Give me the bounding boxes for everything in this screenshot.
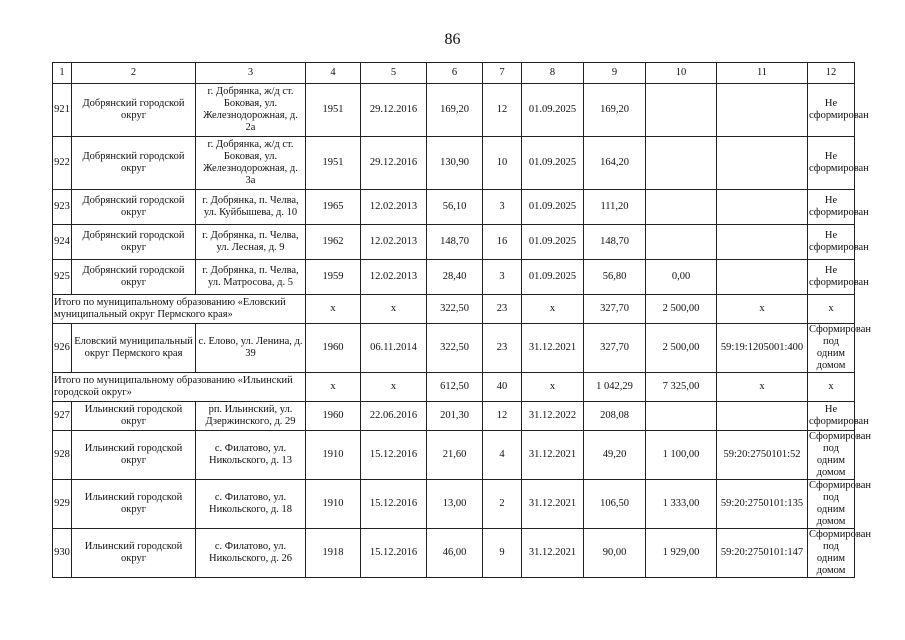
table-cell [717,190,808,225]
column-number-cell: 4 [306,63,361,84]
subtotal-cell: х [808,373,855,402]
table-cell: 3 [483,190,522,225]
table-cell: 59:20:2750101:135 [717,480,808,529]
table-cell: 29.12.2016 [361,137,427,190]
table-cell: 31.12.2021 [522,480,584,529]
table-cell: 10 [483,137,522,190]
table-cell: 924 [53,225,72,260]
table-cell: 169,20 [584,84,646,137]
table-row [53,225,855,260]
table-cell: 164,20 [584,137,646,190]
table-cell: 926 [53,324,72,373]
table-cell: 23 [483,324,522,373]
table-cell: Ильинский городской округ [72,480,196,529]
table-cell: Добрянский городской округ [72,260,196,295]
table-cell: 921 [53,84,72,137]
table-cell: г. Добрянка, п. Челва, ул. Матросова, д. 5 [196,260,306,295]
table-cell: Не сформирован [808,402,855,431]
table-cell: 31.12.2021 [522,431,584,480]
subtotal-cell: х [522,295,584,324]
table-cell: 12 [483,402,522,431]
table-cell: Не сформирован [808,190,855,225]
table-cell: 923 [53,190,72,225]
table-cell: Не сформирован [808,225,855,260]
table-cell: 56,80 [584,260,646,295]
table-cell: 1959 [306,260,361,295]
column-number-cell: 7 [483,63,522,84]
table-cell: 930 [53,529,72,578]
table-cell: Добрянский городской округ [72,84,196,137]
table-cell: 1951 [306,84,361,137]
table-cell: с. Филатово, ул. Никольского, д. 26 [196,529,306,578]
table-row [53,480,855,529]
column-number-cell: 9 [584,63,646,84]
table-cell: 12.02.2013 [361,225,427,260]
table-cell [717,137,808,190]
table-cell: Добрянский городской округ [72,225,196,260]
table-cell: Сформирован под одним домом [809,431,872,478]
column-number-cell: 3 [196,63,306,84]
table-cell: 15.12.2016 [361,431,427,480]
table-cell: 01.09.2025 [522,84,584,137]
table-cell: 327,70 [584,324,646,373]
table-cell: 59:20:2750101:147 [717,529,808,578]
table-cell [717,225,808,260]
table-cell: 1962 [306,225,361,260]
subtotal-label: Итого по муниципальному образованию «Еловский муниципальный округ Пермского края» [53,295,306,324]
table-cell: 1965 [306,190,361,225]
table-cell: 31.12.2021 [522,324,584,373]
table-cell: 1 333,00 [646,480,717,529]
subtotal-cell: х [361,295,427,324]
table-cell: 4 [483,431,522,480]
table-cell: 922 [53,137,72,190]
table-cell: 106,50 [584,480,646,529]
table-cell: 928 [53,431,72,480]
subtotal-cell: 7 325,00 [646,373,717,402]
column-number-cell: 6 [427,63,483,84]
table-cell: 130,90 [427,137,483,190]
table-cell: Сформирован под одним домом [809,480,872,527]
table-cell: г. Добрянка, ж/д ст. Боковая, ул. Железнодорожная, д. 2а [196,84,306,137]
subtotal-cell: 612,50 [427,373,483,402]
table-cell: 31.12.2022 [522,402,584,431]
table-cell: 322,50 [427,324,483,373]
table-row [53,137,855,190]
table-cell: Еловский муниципальный округ Пермского края [72,324,196,373]
table-row [53,529,855,578]
column-number-cell: 5 [361,63,427,84]
subtotal-cell: 322,50 [427,295,483,324]
table-cell: 01.09.2025 [522,137,584,190]
table-cell: 15.12.2016 [361,529,427,578]
subtotal-cell: х [306,295,361,324]
table-cell: 01.09.2025 [522,190,584,225]
column-number-row [53,63,855,84]
table-cell: Сформирован под одним домом [809,529,872,576]
table-cell: 46,00 [427,529,483,578]
subtotal-label: Итого по муниципальному образованию «Ильинский городской округ» [53,373,306,402]
table-cell: Ильинский городской округ [72,529,196,578]
column-number-cell: 8 [522,63,584,84]
subtotal-cell: х [522,373,584,402]
table-cell: 148,70 [584,225,646,260]
table-cell: 1960 [306,402,361,431]
subtotal-cell: 40 [483,373,522,402]
table-cell: 1910 [306,480,361,529]
table-row [53,84,855,137]
table-cell: 929 [53,480,72,529]
table-cell: 90,00 [584,529,646,578]
subtotal-cell: х [808,295,855,324]
table-cell: г. Добрянка, п. Челва, ул. Лесная, д. 9 [196,225,306,260]
table-cell [646,190,717,225]
table-body [53,63,872,578]
subtotal-cell: х [361,373,427,402]
table-cell: 59:20:2750101:52 [717,431,808,480]
table-cell [717,260,808,295]
column-number-cell: 11 [717,63,808,84]
table-cell: 0,00 [646,260,717,295]
subtotal-cell: х [306,373,361,402]
table-cell: 29.12.2016 [361,84,427,137]
table-cell: 1 100,00 [646,431,717,480]
table-cell: 49,20 [584,431,646,480]
column-number-cell: 2 [72,63,196,84]
table-cell: с. Филатово, ул. Никольского, д. 18 [196,480,306,529]
subtotal-cell: 23 [483,295,522,324]
table-cell: 2 500,00 [646,324,717,373]
table-cell: 148,70 [427,225,483,260]
table-cell: 1960 [306,324,361,373]
table-cell: Не сформирован [808,137,855,190]
table-cell [646,402,717,431]
table-cell: 925 [53,260,72,295]
table-cell: 9 [483,529,522,578]
table-cell: 12.02.2013 [361,260,427,295]
column-number-cell: 12 [808,63,855,84]
table-cell [646,225,717,260]
table-cell: 169,20 [427,84,483,137]
table-cell: 31.12.2021 [522,529,584,578]
subtotal-cell: х [717,295,808,324]
table-cell: 06.11.2014 [361,324,427,373]
table-row [53,260,855,295]
subtotal-cell: 1 042,29 [584,373,646,402]
table-cell: 927 [53,402,72,431]
table-cell: Добрянский городской округ [72,137,196,190]
table-cell: 1918 [306,529,361,578]
table-cell: 208,08 [584,402,646,431]
table-cell: 201,30 [427,402,483,431]
table-cell: 16 [483,225,522,260]
table-row [53,190,855,225]
table-cell: 56,10 [427,190,483,225]
table-cell: 3 [483,260,522,295]
table-cell: г. Добрянка, ж/д ст. Боковая, ул. Железнодорожная, д. 3а [196,137,306,190]
column-number-cell: 10 [646,63,717,84]
table-cell [717,84,808,137]
table-cell: 1951 [306,137,361,190]
table-row [53,431,855,480]
table-cell: 1910 [306,431,361,480]
column-number-cell: 1 [53,63,72,84]
table-cell: 1 929,00 [646,529,717,578]
table-cell: Добрянский городской округ [72,190,196,225]
table-cell: Ильинский городской округ [72,431,196,480]
table-cell: 12 [483,84,522,137]
table-row [53,324,855,373]
table-row [53,402,855,431]
table-cell [717,402,808,431]
table-cell: с. Елово, ул. Ленина, д. 39 [196,324,306,373]
table-cell: с. Филатово, ул. Никольского, д. 13 [196,431,306,480]
subtotal-cell: 2 500,00 [646,295,717,324]
table-cell: рп. Ильинский, ул. Дзержинского, д. 29 [196,402,306,431]
page-number: 86 [444,31,461,48]
table-cell [646,137,717,190]
table-cell: Не сформирован [808,260,855,295]
table-cell: 21,60 [427,431,483,480]
housing-register-table [52,62,872,578]
table-cell: г. Добрянка, п. Челва, ул. Куйбышева, д. 10 [196,190,306,225]
table-cell: 59:19:1205001:400 [717,324,808,373]
table-cell: 01.09.2025 [522,260,584,295]
table-cell: Ильинский городской округ [72,402,196,431]
table-cell: 15.12.2016 [361,480,427,529]
table-cell: Не сформирован [808,84,855,137]
table-cell: 2 [483,480,522,529]
table-cell [646,84,717,137]
table-cell: 22.06.2016 [361,402,427,431]
subtotal-row [53,373,855,402]
table-cell: Сформирован под одним домом [809,324,872,371]
table-cell: 28,40 [427,260,483,295]
table-cell: 13,00 [427,480,483,529]
subtotal-cell: 327,70 [584,295,646,324]
table-cell: 12.02.2013 [361,190,427,225]
table-cell: 111,20 [584,190,646,225]
table-cell: 01.09.2025 [522,225,584,260]
subtotal-cell: х [717,373,808,402]
subtotal-row [53,295,855,324]
